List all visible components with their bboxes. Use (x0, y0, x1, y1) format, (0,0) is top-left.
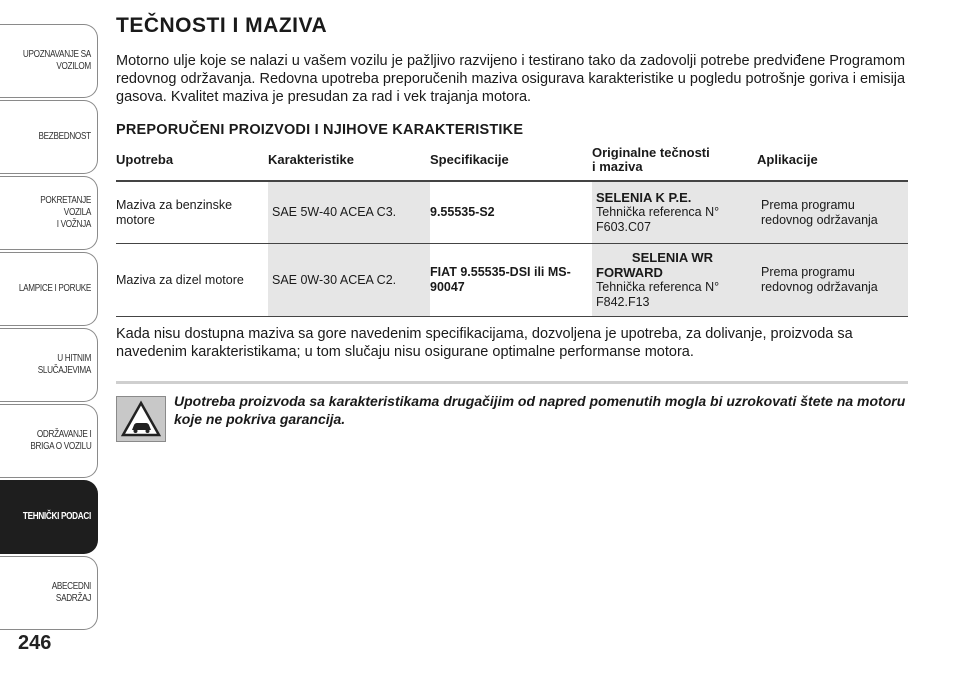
cell-usage: Maziva za benzinske motore (116, 182, 268, 244)
cell-characteristics: SAE 0W-30 ACEA C2. (268, 244, 430, 317)
tab-label: LAMPICE I PORUKE (18, 283, 91, 294)
intro-paragraph: Motorno ulje koje se nalazi u vašem vozilu je pažljivo razvijeno i testirano tako da zadovolji potrebe predviđene Programom redovnog održavanja. Redovna upotreba preporučenih maziva osigurava karakteristike u pogledu potrošnje goriva i emisija gasova. Kvalitet maziva je presudan za rad i vek trajanja motora. (116, 53, 906, 105)
main-content (116, 14, 908, 442)
col-header-usage: Upotreba (116, 140, 268, 182)
tab-bezbednost[interactable] (0, 100, 98, 174)
col-header-original-text: Originalne tečnosti i maziva (592, 145, 710, 174)
tab-label: ABECEDNI SADRŽAJ (51, 581, 91, 604)
tab-tehnicki-podaci[interactable] (0, 480, 98, 554)
page-title: TEČNOSTI I MAZIVA (116, 14, 328, 37)
tab-label: TEHNIČKI PODACI (23, 511, 91, 522)
tab-upoznavanje[interactable] (0, 24, 98, 98)
original-product-name-line2: FORWARD (596, 265, 663, 280)
tab-label: BEZBEDNOST (38, 131, 91, 142)
cell-characteristics: SAE 5W-40 ACEA C3. (268, 182, 430, 244)
car-warning-icon (116, 396, 166, 442)
tab-abecedni[interactable] (0, 556, 98, 630)
original-product-name: SELENIA K P.E. (596, 190, 692, 205)
cell-applications: Prema programu redovnog održavanja (757, 244, 908, 317)
section-title: PREPORUČENI PROIZVODI I NJIHOVE KARAKTERISTIKE (116, 122, 524, 138)
col-header-specifications: Specifikacije (430, 140, 592, 182)
tab-hitni[interactable] (0, 328, 98, 402)
cell-specifications: FIAT 9.55535-DSI ili MS-90047 (430, 244, 592, 317)
warning-text: Upotreba proizvoda sa karakteristikama drugačijim od napred pomenutih mogla bi uzrokovati štete na motoru koje ne pokriva garancija. (174, 393, 906, 427)
warning-box (116, 392, 908, 442)
tab-odrzavanje[interactable] (0, 404, 98, 478)
col-header-applications: Aplikacije (757, 140, 908, 182)
col-header-characteristics: Karakteristike (268, 140, 430, 182)
tab-label: UPOZNAVANJE SA VOZILOM (22, 49, 91, 72)
divider (116, 381, 908, 384)
tab-label: U HITNIM SLUČAJEVIMA (37, 353, 91, 376)
table-row (116, 182, 908, 244)
tab-label: ODRŽAVANJE I BRIGA O VOZILU (29, 429, 91, 452)
col-header-original (592, 140, 757, 182)
cell-original (592, 182, 757, 244)
cell-original (592, 244, 757, 317)
cell-usage: Maziva za dizel motore (116, 244, 268, 317)
original-product-name-line1: SELENIA WR (631, 250, 714, 265)
car-warning-icon-graphic (120, 400, 162, 438)
table-row (116, 244, 908, 317)
tab-label: POKRETANJE VOZILA I VOŽNJA (40, 195, 91, 230)
original-product-ref: Tehnička referenca N° F603.C07 (596, 205, 720, 234)
lubricants-table (116, 140, 908, 317)
tab-lampice[interactable] (0, 252, 98, 326)
tab-pokretanje[interactable] (0, 176, 98, 250)
cell-specifications: 9.55535-S2 (430, 182, 592, 244)
page-number: 246 (18, 632, 52, 654)
table-header-row (116, 140, 908, 182)
cell-applications: Prema programu redovnog održavanja (757, 182, 908, 244)
note-paragraph: Kada nisu dostupna maziva sa gore navedenim specifikacijama, dozvoljena je upotreba, za dolivanje, proizvoda sa navedenim karakteristikama; u tom slučaju nisu osigurane optimalne performanse motora. (116, 326, 853, 360)
original-product-ref: Tehnička referenca N° F842.F13 (596, 280, 720, 309)
